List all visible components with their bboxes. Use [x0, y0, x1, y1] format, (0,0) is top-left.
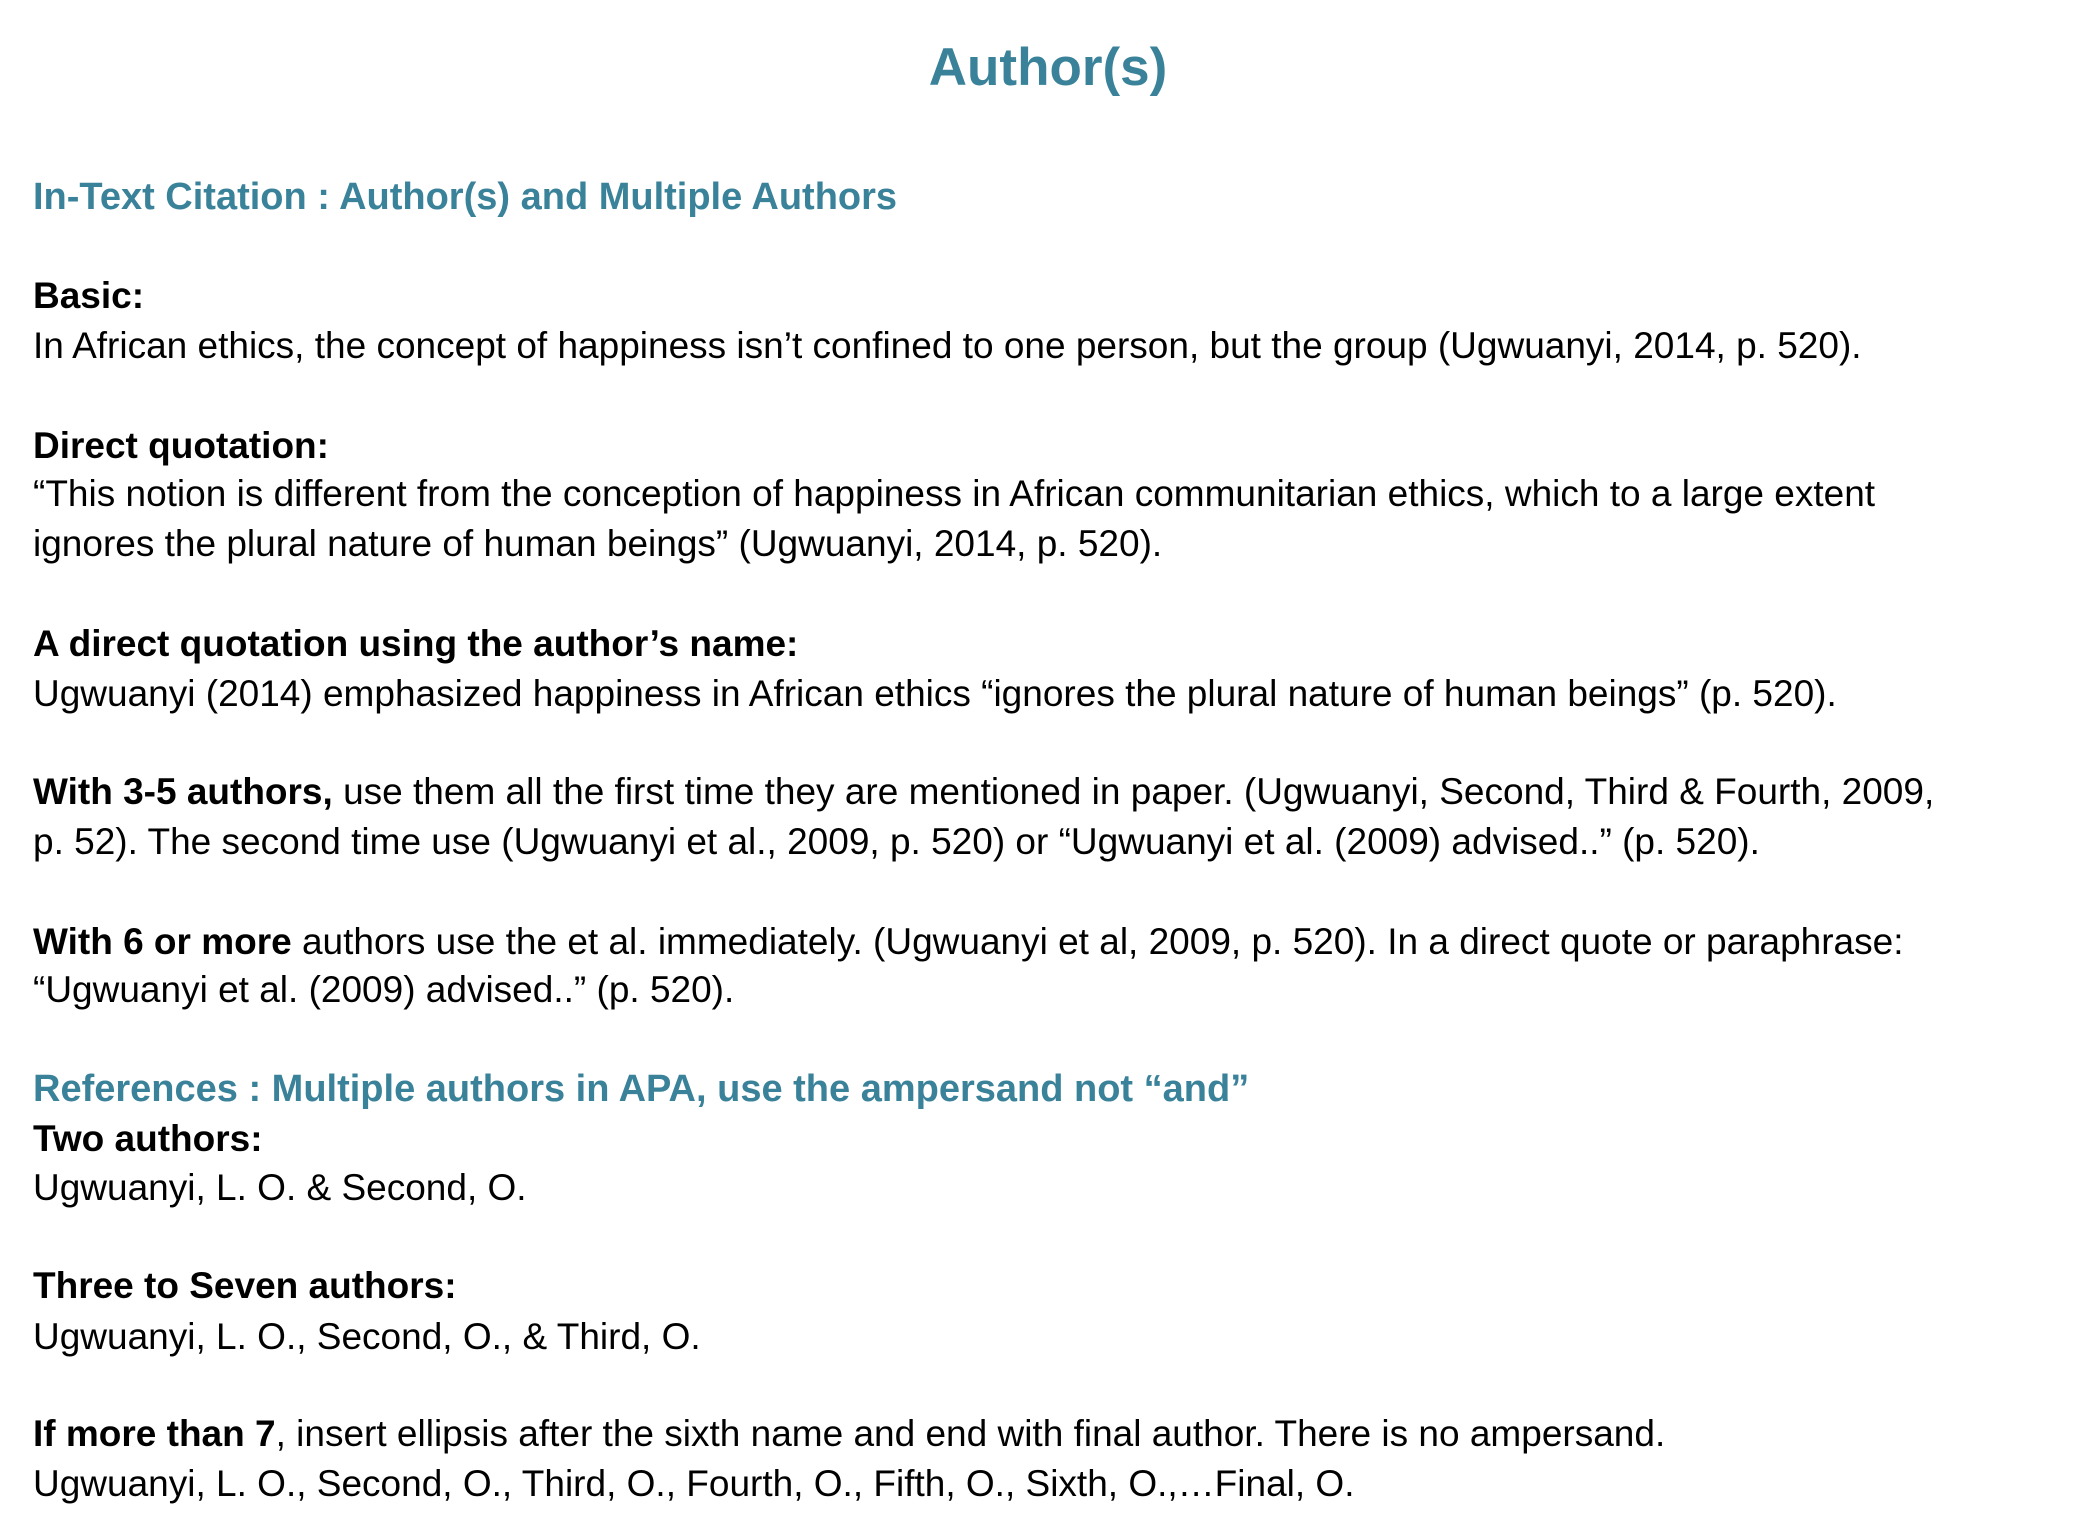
- direct-quotation-line-2: ignores the plural nature of human beings” (Ugwuanyi, 2014, p. 520).: [33, 523, 1163, 564]
- three-five-authors-line-1: [33, 768, 1934, 816]
- in-text-citation-heading: In-Text Citation : Author(s) and Multiple Authors: [33, 176, 898, 218]
- six-more-authors-line-2: “Ugwuanyi et al. (2009) advised..” (p. 520).: [33, 969, 735, 1010]
- direct-quotation-name-example: Ugwuanyi (2014) emphasized happiness in African ethics “ignores the plural nature of human beings” (p. 520).: [33, 673, 1837, 714]
- three-five-authors-label: With 3-5 authors,: [33, 771, 333, 812]
- basic-example: In African ethics, the concept of happiness isn’t confined to one person, but the group (Ugwuanyi, 2014, p. 520).: [33, 325, 1862, 366]
- six-more-authors-text: authors use the et al. immediately. (Ugwuanyi et al, 2009, p. 520). In a direct quote or paraphrase:: [291, 921, 1904, 962]
- six-more-authors-line-1: [33, 918, 1903, 966]
- three-seven-authors-example: Ugwuanyi, L. O., Second, O., & Third, O.: [33, 1316, 701, 1357]
- two-authors-example: Ugwuanyi, L. O. & Second, O.: [33, 1167, 527, 1208]
- more-than-seven-line-1: [33, 1410, 1665, 1458]
- three-seven-authors-label: Three to Seven authors:: [33, 1265, 457, 1306]
- direct-quotation-label: Direct quotation:: [33, 425, 329, 466]
- three-five-authors-text: use them all the first time they are mentioned in paper. (Ugwuanyi, Second, Third & Fourth, 2009,: [332, 771, 1935, 812]
- references-heading: References : Multiple authors in APA, use the ampersand not “and”: [33, 1068, 1250, 1110]
- six-more-authors-label: With 6 or more: [33, 921, 292, 962]
- more-than-seven-label: If more than 7: [33, 1413, 276, 1454]
- more-than-seven-text: , insert ellipsis after the sixth name and end with final author. There is no ampersand.: [275, 1413, 1666, 1454]
- two-authors-label: Two authors:: [33, 1118, 263, 1159]
- page-title: Author(s): [928, 38, 1168, 97]
- direct-quotation-name-label: A direct quotation using the author’s name:: [33, 623, 799, 664]
- basic-label: Basic:: [33, 275, 145, 316]
- three-five-authors-line-2: p. 52). The second time use (Ugwuanyi et al., 2009, p. 520) or “Ugwuanyi et al. (2009) advised..” (p. 520).: [33, 821, 1760, 862]
- direct-quotation-line-1: “This notion is different from the conception of happiness in African communitarian ethics, which to a large extent: [33, 473, 1876, 514]
- more-than-seven-example: Ugwuanyi, L. O., Second, O., Third, O., Fourth, O., Fifth, O., Sixth, O.,…Final, O.: [33, 1463, 1355, 1504]
